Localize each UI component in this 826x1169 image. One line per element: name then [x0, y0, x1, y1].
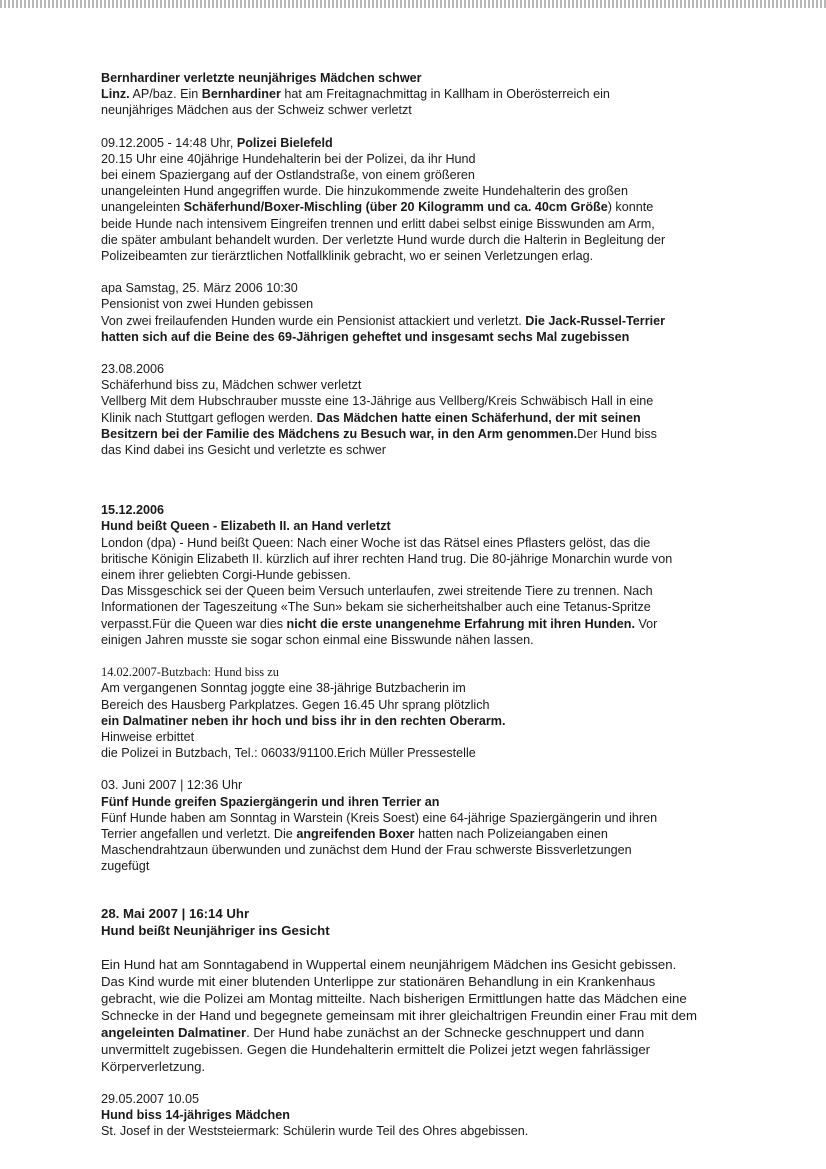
text-line: [101, 1058, 741, 1075]
text-line: [101, 183, 741, 199]
text-line: [101, 86, 741, 102]
text-span: unvermittelt zugebissen. Gegen die Hundehalterin ermittelt die Polizei jetzt wegen fahrlässiger: [101, 1041, 651, 1057]
text-span: gebracht, wie die Polizei am Montag mitteilte. Nach bisherigen Ermittlungen hatte das Mädchen eine: [101, 990, 687, 1006]
bold-text: hatten sich auf die Beine des 69-Jährigen geheftet und insgesamt sechs Mal zugebissen: [101, 329, 630, 344]
text-span: hatten nach Polizeiangaben einen: [414, 826, 608, 841]
text-span: Terrier angefallen und verletzt. Die: [101, 826, 297, 841]
section-spacer: [101, 891, 741, 905]
text-line: [101, 248, 741, 264]
text-line: [101, 313, 741, 329]
text-span: verpasst.Für die Queen war dies: [101, 616, 287, 631]
text-span: beide Hunde nach intensivem Eingreifen trennen und erlitt dabei selbst einige Bisswunden am Arm,: [101, 216, 655, 231]
text-line: [101, 842, 741, 858]
text-line: [101, 616, 741, 632]
text-line: [101, 1007, 741, 1024]
text-line: [101, 518, 741, 534]
text-span: Schnecke in der Hand und begegnete gemeinsam mit ihrer gleichaltrigen Freundin einer Frau mit dem: [101, 1007, 697, 1023]
news-entry: [101, 280, 741, 345]
text-span: neunjähriges Mädchen aus der Schweiz schwer verletzt: [101, 103, 412, 118]
bold-text: Besitzern bei der Familie des Mädchens zu Besuch war, in den Arm genommen.: [101, 426, 578, 441]
text-span: Informationen der Tageszeitung «The Sun» bekam sie sicherheitshalber auch eine Tetanus-Spritze: [101, 600, 651, 615]
text-span: 20.15 Uhr eine 40jährige Hundehalterin bei der Polizei, da ihr Hund: [101, 151, 476, 166]
text-span: Bereich des Hausberg Parkplatzes. Gegen 16.45 Uhr sprang plötzlich: [101, 697, 490, 712]
bold-text: nicht die erste unangenehme Erfahrung mit ihren Hunden.: [286, 616, 635, 631]
text-line: [101, 956, 741, 973]
text-line: [101, 535, 741, 551]
news-entry: [101, 70, 741, 119]
text-span: Das Missgeschick sei der Queen beim Versuch unterlaufen, zwei streitende Tiere zu trennen. Nach: [101, 584, 653, 599]
entry-headline: Bernhardiner verletzte neunjähriges Mädchen schwer: [101, 71, 422, 85]
text-line: [101, 697, 741, 713]
text-span: Ein Hund hat am Sonntagabend in Wuppertal einem neunjährigem Mädchen ins Gesicht gebissen.: [101, 956, 677, 972]
text-span: 23.08.2006: [101, 362, 165, 377]
text-line: [101, 1107, 741, 1123]
text-span: AP/baz. Ein: [129, 87, 202, 102]
text-line: [101, 102, 741, 118]
text-line: [101, 151, 741, 167]
text-line: [101, 599, 741, 615]
text-span: Hinweise erbittet: [101, 729, 195, 744]
text-line: [101, 632, 741, 648]
text-line: [101, 1123, 741, 1139]
text-line: [101, 410, 741, 426]
section-spacer: [101, 474, 741, 502]
bold-text: angeleinten Dalmatiner: [101, 1024, 247, 1040]
text-line: [101, 680, 741, 696]
text-line: [101, 990, 741, 1007]
text-span: Schäferhund biss zu, Mädchen schwer verletzt: [101, 378, 362, 393]
text-span: Fünf Hunde haben am Sonntag in Warstein (Kreis Soest) eine 64-jährige Spaziergängerin und ihren: [101, 810, 658, 825]
text-line: [101, 713, 741, 729]
bold-text: Polizei Bielefeld: [236, 135, 333, 150]
text-span: Der Hund biss: [577, 426, 657, 441]
text-span: Pensionist von zwei Hunden gebissen: [101, 297, 314, 312]
text-line: [101, 442, 741, 458]
text-line: [101, 232, 741, 248]
text-line: [101, 1024, 741, 1041]
text-span: zugefügt: [101, 859, 150, 874]
text-span: die Polizei in Butzbach, Tel.: 06033/91100.Erich Müller Pressestelle: [101, 746, 476, 761]
text-span: Von zwei freilaufenden Hunden wurde ein Pensionist attackiert und verletzt.: [101, 313, 526, 328]
text-span: Klinik nach Stuttgart geflogen werden.: [101, 410, 317, 425]
news-entry: [101, 502, 741, 648]
text-span: St. Josef in der Weststeiermark: Schülerin wurde Teil des Ohres abgebissen.: [101, 1123, 529, 1138]
text-line: [101, 296, 741, 312]
text-line: [101, 502, 741, 518]
news-entry: [101, 1091, 741, 1140]
text-line: [101, 167, 741, 183]
headline-line: [101, 70, 741, 86]
bold-text: Linz.: [101, 87, 130, 102]
text-line: [101, 426, 741, 442]
text-line: [101, 329, 741, 345]
text-span: 29.05.2007 10.05: [101, 1091, 200, 1106]
text-line: [101, 973, 741, 990]
scan-edge-line: [0, 0, 826, 8]
news-entry: [101, 664, 741, 761]
bold-text: Hund beißt Neunjähriger ins Gesicht: [101, 922, 330, 938]
document-body: [101, 70, 741, 1155]
text-span: London (dpa) - Hund beißt Queen: Nach einer Woche ist das Rätsel eines Pflasters gelöst, das die: [101, 535, 651, 550]
bold-text: 28. Mai 2007 | 16:14 Uhr: [101, 905, 250, 921]
text-line: [101, 280, 741, 296]
bold-text: Fünf Hunde greifen Spaziergängerin und ihren Terrier an: [101, 794, 440, 809]
text-span: 09.12.2005 - 14:48 Uhr,: [101, 135, 237, 150]
text-span: unangeleinten Hund angegriffen wurde. Die hinzukommende zweite Hundehalterin des großen: [101, 184, 628, 199]
text-line: [101, 1091, 741, 1107]
text-line: [101, 729, 741, 745]
text-span: Maschendrahtzaun überwunden und zunächst dem Hund der Frau schwerste Bissverletzungen: [101, 843, 632, 858]
bold-text: ein Dalmatiner neben ihr hoch und biss ihr in den rechten Oberarm.: [101, 713, 506, 728]
text-span: Vor: [634, 616, 658, 631]
news-entry: [101, 135, 741, 265]
text-line: [101, 826, 741, 842]
text-line: [101, 551, 741, 567]
text-span: Körperverletzung.: [101, 1058, 206, 1074]
text-line: [101, 745, 741, 761]
text-line: [101, 216, 741, 232]
bold-text: Das Mädchen hatte einen Schäferhund, der mit seinen: [316, 410, 641, 425]
text-line: [101, 664, 741, 680]
text-span: Vellberg Mit dem Hubschrauber musste eine 13-Jährige aus Vellberg/Kreis Schwäbisch Hall in eine: [101, 394, 654, 409]
news-entry: [101, 905, 741, 1075]
bold-text: Hund biss 14-jähriges Mädchen: [101, 1107, 290, 1122]
text-span: 03. Juni 2007 | 12:36 Uhr: [101, 778, 243, 793]
text-span: Das Kind wurde mit einer blutenden Unterlippe zur stationären Behandlung in ein Krankenhaus: [101, 973, 656, 989]
bold-text: Hund beißt Queen - Elizabeth II. an Hand verletzt: [101, 519, 391, 534]
text-line: [101, 393, 741, 409]
news-entry: [101, 777, 741, 874]
text-span: das Kind dabei ins Gesicht und verletzte es schwer: [101, 443, 386, 458]
bold-text: Die Jack-Russel-Terrier: [525, 313, 666, 328]
text-line: [101, 922, 741, 939]
text-span: die später ambulant behandelt wurden. Der verletzte Hund wurde durch die Halterin in Begleitung der: [101, 232, 666, 247]
text-line: [101, 858, 741, 874]
text-span: einigen Jahren musste sie sogar schon einmal eine Bisswunde nähen lassen.: [101, 632, 534, 647]
text-line: [101, 905, 741, 922]
text-span: hat am Freitagnachmittag in Kallham in Oberösterreich ein: [280, 87, 610, 102]
text-line: [101, 135, 741, 151]
text-span: britische Königin Elizabeth II. kürzlich auf ihrer rechten Hand trug. Die 80-jährige Monarchin wurde von: [101, 551, 673, 566]
text-line: [101, 1041, 741, 1058]
text-line: [101, 794, 741, 810]
text-span: bei einem Spaziergang auf der Ostlandstraße, von einem größeren: [101, 168, 475, 183]
text-span: Am vergangenen Sonntag joggte eine 38-jährige Butzbacherin im: [101, 681, 466, 696]
bold-text: Schäferhund/Boxer-Mischling (über 20 Kilogramm und ca. 40cm Größe: [183, 200, 608, 215]
text-line: [101, 567, 741, 583]
text-span: 14.02.2007-Butzbach: Hund biss zu: [101, 665, 279, 680]
text-span: apa Samstag, 25. März 2006 10:30: [101, 281, 298, 296]
text-line: [101, 810, 741, 826]
bold-text: Bernhardiner: [201, 87, 281, 102]
bold-text: 15.12.2006: [101, 503, 165, 518]
bold-text: angreifenden Boxer: [296, 826, 415, 841]
text-span: ) konnte: [607, 200, 654, 215]
news-entry: [101, 361, 741, 458]
text-line: [101, 939, 741, 956]
text-span: Polizeibeamten zur tierärztlichen Notfallklinik gebracht, wo er seinen Verletzungen erlag.: [101, 249, 594, 264]
text-line: [101, 777, 741, 793]
text-line: [101, 583, 741, 599]
text-line: [101, 377, 741, 393]
text-span: einem ihrer geliebten Corgi-Hunde gebissen.: [101, 568, 351, 583]
text-span: unangeleinten: [101, 200, 184, 215]
text-line: [101, 361, 741, 377]
text-line: [101, 199, 741, 215]
text-span: . Der Hund habe zunächst an der Schnecke geschnuppert und dann: [246, 1024, 645, 1040]
